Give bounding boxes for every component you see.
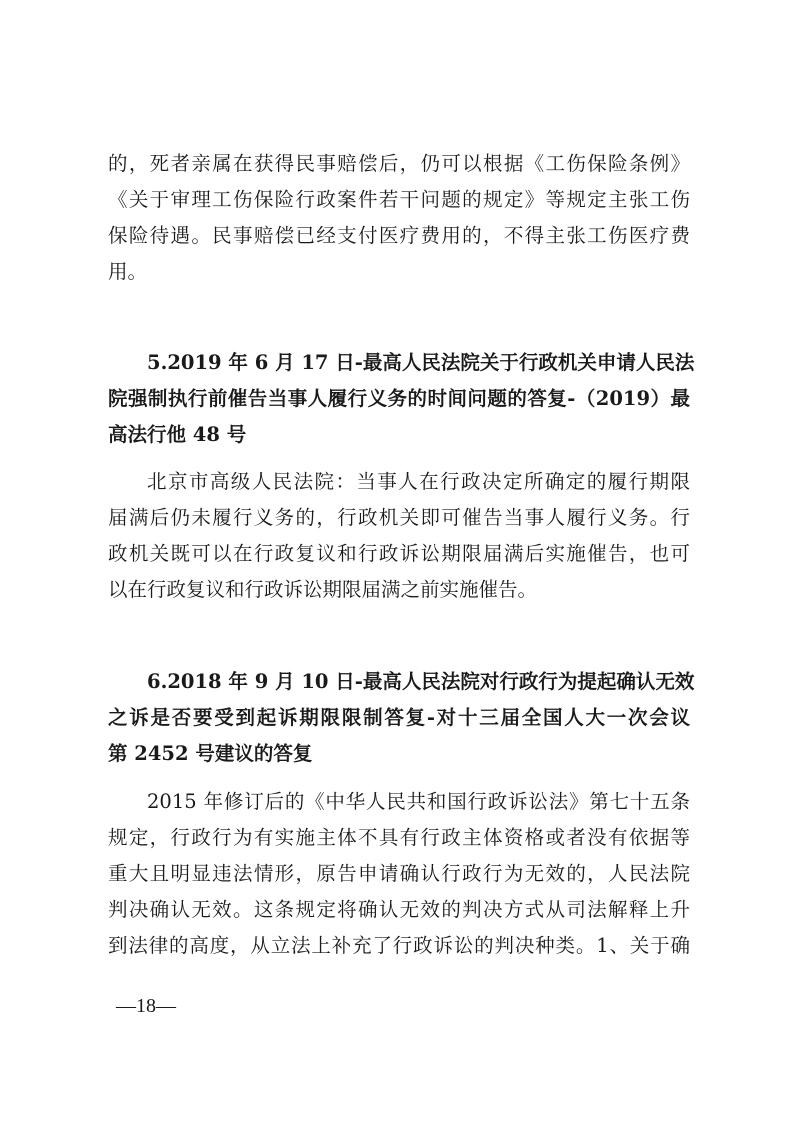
section-heading-5: [108, 345, 695, 453]
section-heading-6: [108, 664, 695, 772]
paragraph-section-5: [108, 464, 690, 608]
text-line: 2015 年修订后的《中华人民共和国行政诉讼法》第七十五条: [147, 790, 690, 813]
text-line: 到法律的高度，从立法上补充了行政诉讼的判决种类。1、关于确: [108, 934, 690, 957]
paragraph-section-6: [108, 784, 690, 964]
heading-line: 5.2019 年 6 月 17 日-最高人民法院关于行政机关申请人民法: [147, 351, 695, 374]
text-line: 的，死者亲属在获得民事赔偿后，仍可以根据《工伤保险条例》: [108, 152, 690, 175]
paragraph-continuation: [108, 146, 690, 290]
heading-line: 院强制执行前催告当事人履行义务的时间问题的答复-（2019）最: [108, 387, 690, 410]
text-line: 规定，行政行为有实施主体不具有行政主体资格或者没有依据等: [108, 826, 690, 849]
page-number: —18—: [116, 995, 176, 1017]
heading-line: 之诉是否要受到起诉期限限制答复-对十三届全国人大一次会议: [108, 706, 690, 729]
text-line: 《关于审理工伤保险行政案件若干问题的规定》等规定主张工伤: [108, 188, 690, 211]
heading-line: 高法行他 48 号: [108, 423, 247, 446]
text-line: 北京市高级人民法院：当事人在行政决定所确定的履行期限: [147, 470, 690, 493]
text-line: 以在行政复议和行政诉讼期限届满之前实施催告。: [108, 578, 538, 601]
text-line: 届满后仍未履行义务的，行政机关即可催告当事人履行义务。行: [108, 506, 690, 529]
text-line: 重大且明显违法情形，原告申请确认行政行为无效的，人民法院: [108, 862, 690, 885]
text-line: 用。: [108, 260, 148, 283]
text-line: 保险待遇。民事赔偿已经支付医疗费用的，不得主张工伤医疗费: [108, 224, 690, 247]
text-line: 政机关既可以在行政复议和行政诉讼期限届满后实施催告，也可: [108, 542, 690, 565]
text-line: 判决确认无效。这条规定将确认无效的判决方式从司法解释上升: [108, 898, 690, 921]
heading-line: 6.2018 年 9 月 10 日-最高人民法院对行政行为提起确认无效: [147, 670, 695, 693]
heading-line: 第 2452 号建议的答复: [108, 742, 313, 765]
